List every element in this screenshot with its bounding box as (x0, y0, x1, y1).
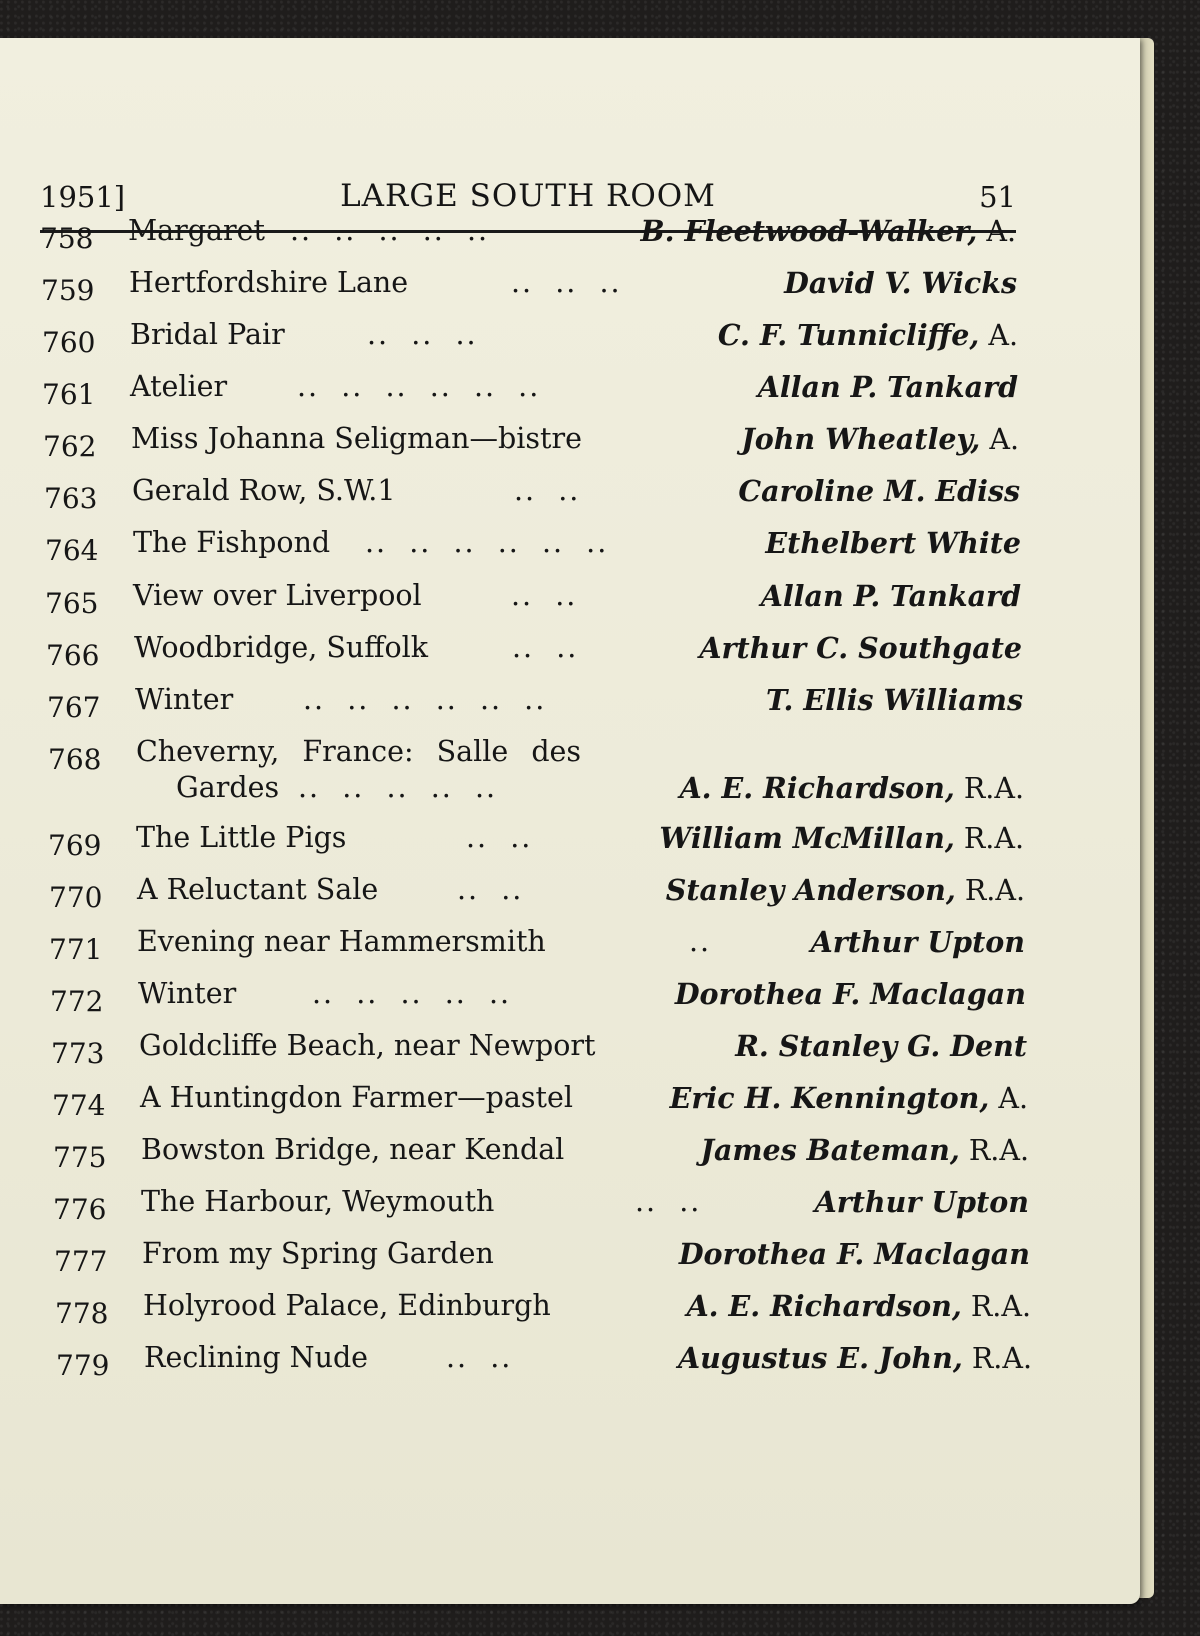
entry-title: Evening near Hammersmith (137, 925, 546, 958)
entry-title: The Little Pigs (136, 821, 347, 854)
artist-suffix: A. (989, 1082, 1028, 1115)
catalogue-entry (50, 977, 1026, 1027)
catalogue-list (0, 38, 1140, 1604)
catalogue-entry (53, 1133, 1029, 1183)
catalogue-entry (45, 579, 1021, 629)
entry-number: 774 (52, 1089, 106, 1122)
catalogue-entry (52, 1081, 1028, 1131)
artist-suffix: A. (979, 319, 1018, 352)
catalogue-entry (44, 474, 1020, 524)
catalogue-entry (54, 1237, 1030, 1287)
entry-title: Woodbridge, Suffolk (134, 631, 429, 664)
leader-dots: .. .. (511, 579, 578, 612)
artist-suffix: R.A. (959, 1134, 1029, 1167)
entry-artist: Dorothea F. Maclagan (674, 977, 1026, 1011)
entry-title-continued: Gardes (176, 771, 280, 804)
page-title: LARGE SOUTH ROOM (340, 178, 716, 214)
catalogue-entry (56, 1341, 1032, 1391)
entry-artist: Augustus E. John, R.A. (677, 1341, 1032, 1375)
entry-artist: Arthur Upton (810, 925, 1025, 959)
entry-number: 764 (45, 534, 99, 567)
entry-number: 761 (42, 378, 96, 411)
leader-dots: .. .. (635, 1185, 702, 1218)
catalogue-entry (49, 873, 1025, 923)
entry-artist: Eric H. Kennington, A. (669, 1081, 1028, 1115)
entry-artist: A. E. Richardson, R.A. (686, 1289, 1031, 1323)
catalogue-entry (41, 266, 1017, 316)
catalogue-entry (51, 1029, 1027, 1079)
leader-dots: .. .. .. .. .. .. (297, 370, 541, 403)
artist-suffix: R.A. (961, 1290, 1031, 1323)
entry-artist: William McMillan, R.A. (659, 821, 1024, 855)
entry-artist: B. Fleetwood-Walker, A. (640, 214, 1016, 248)
leader-dots: .. .. (466, 821, 533, 854)
entry-title: Holyrood Palace, Edinburgh (143, 1289, 551, 1322)
entry-title: Hertfordshire Lane (129, 266, 409, 299)
artist-suffix: A. (980, 423, 1019, 456)
entry-artist: Arthur C. Southgate (699, 631, 1022, 665)
entry-title: Reclining Nude (144, 1341, 369, 1374)
book-page (0, 38, 1140, 1604)
entry-artist: Allan P. Tankard (760, 579, 1021, 613)
entry-number: 779 (56, 1349, 110, 1382)
artist-suffix: A. (977, 215, 1016, 248)
entry-number: 767 (47, 691, 101, 724)
entry-number: 762 (43, 430, 97, 463)
entry-artist: James Bateman, R.A. (700, 1133, 1029, 1167)
entry-number: 775 (53, 1141, 107, 1174)
entry-number: 766 (46, 639, 100, 672)
catalogue-entry (53, 1185, 1029, 1235)
leader-dots: .. .. .. .. .. (312, 977, 512, 1010)
entry-number: 778 (55, 1297, 109, 1330)
entry-number: 777 (54, 1245, 108, 1278)
entry-artist: Dorothea F. Maclagan (678, 1237, 1030, 1271)
entry-number: 773 (51, 1037, 105, 1070)
entry-title: The Fishpond (133, 526, 331, 559)
entry-number: 769 (48, 829, 102, 862)
catalogue-entry (40, 214, 1016, 264)
entry-number: 776 (53, 1193, 107, 1226)
catalogue-entry (47, 683, 1023, 733)
entry-number: 768 (48, 743, 102, 776)
catalogue-entry (42, 370, 1018, 420)
catalogue-entry (45, 526, 1021, 576)
entry-number: 760 (42, 326, 96, 359)
header-year: 1951] (40, 180, 126, 214)
entry-title: The Harbour, Weymouth (141, 1185, 495, 1218)
entry-title: Bridal Pair (130, 318, 285, 351)
catalogue-entry (43, 422, 1019, 472)
entry-artist: A. E. Richardson, R.A. (679, 771, 1024, 805)
entry-title: Gerald Row, S.W.1 (132, 474, 396, 507)
leader-dots: .. (689, 925, 712, 958)
entry-artist: Allan P. Tankard (757, 370, 1018, 404)
leader-dots: .. .. .. (367, 318, 478, 351)
catalogue-entry (42, 318, 1018, 368)
leader-dots: .. .. .. (511, 266, 622, 299)
entry-number: 770 (49, 881, 103, 914)
catalogue-entry (49, 925, 1025, 975)
entry-artist: T. Ellis Williams (765, 683, 1023, 717)
entry-title: A Huntingdon Farmer—pastel (140, 1081, 573, 1114)
entry-title: Winter (138, 977, 237, 1010)
artist-suffix: R.A. (954, 772, 1024, 805)
entry-title: Winter (135, 683, 234, 716)
entry-title: Margaret (128, 214, 265, 247)
artist-suffix: R.A. (955, 874, 1025, 907)
entry-artist: Ethelbert White (765, 526, 1021, 560)
leader-dots: .. .. (446, 1341, 513, 1374)
entry-title: View over Liverpool (133, 579, 422, 612)
entry-artist: Stanley Anderson, R.A. (665, 873, 1025, 907)
entry-title: From my Spring Garden (142, 1237, 494, 1270)
leader-dots: .. .. .. .. .. (298, 771, 498, 804)
entry-title: Goldcliffe Beach, near Newport (139, 1029, 596, 1062)
entry-title: Bowston Bridge, near Kendal (141, 1133, 565, 1166)
catalogue-entry-two-line (48, 735, 1024, 823)
entry-number: 771 (49, 933, 103, 966)
entry-title: Cheverny, France: Salle des (136, 735, 582, 768)
leader-dots: .. .. .. .. .. .. (365, 526, 609, 559)
catalogue-entry (48, 821, 1024, 871)
entry-artist: David V. Wicks (784, 266, 1017, 300)
artist-suffix: R.A. (954, 822, 1024, 855)
entry-number: 758 (40, 222, 94, 255)
entry-title: Miss Johanna Seligman—bistre (131, 422, 582, 455)
entry-number: 772 (50, 985, 104, 1018)
catalogue-entry (55, 1289, 1031, 1339)
entry-artist: Arthur Upton (814, 1185, 1029, 1219)
leader-dots: .. .. (512, 631, 579, 664)
leader-dots: .. .. .. .. .. .. (303, 683, 547, 716)
entry-artist: John Wheatley, A. (741, 422, 1019, 456)
leader-dots: .. .. (457, 873, 524, 906)
entry-artist: C. F. Tunnicliffe, A. (717, 318, 1018, 352)
leader-dots: .. .. (514, 474, 581, 507)
page-number: 51 (979, 180, 1016, 214)
entry-number: 763 (44, 482, 98, 515)
entry-title: Atelier (130, 370, 228, 403)
catalogue-entry (46, 631, 1022, 681)
entry-number: 759 (41, 274, 95, 307)
entry-title: A Reluctant Sale (137, 873, 379, 906)
entry-artist: R. Stanley G. Dent (735, 1029, 1027, 1063)
artist-suffix: R.A. (962, 1342, 1032, 1375)
entry-artist: Caroline M. Ediss (738, 474, 1020, 508)
entry-number: 765 (45, 587, 99, 620)
leader-dots: .. .. .. .. .. (290, 214, 490, 247)
